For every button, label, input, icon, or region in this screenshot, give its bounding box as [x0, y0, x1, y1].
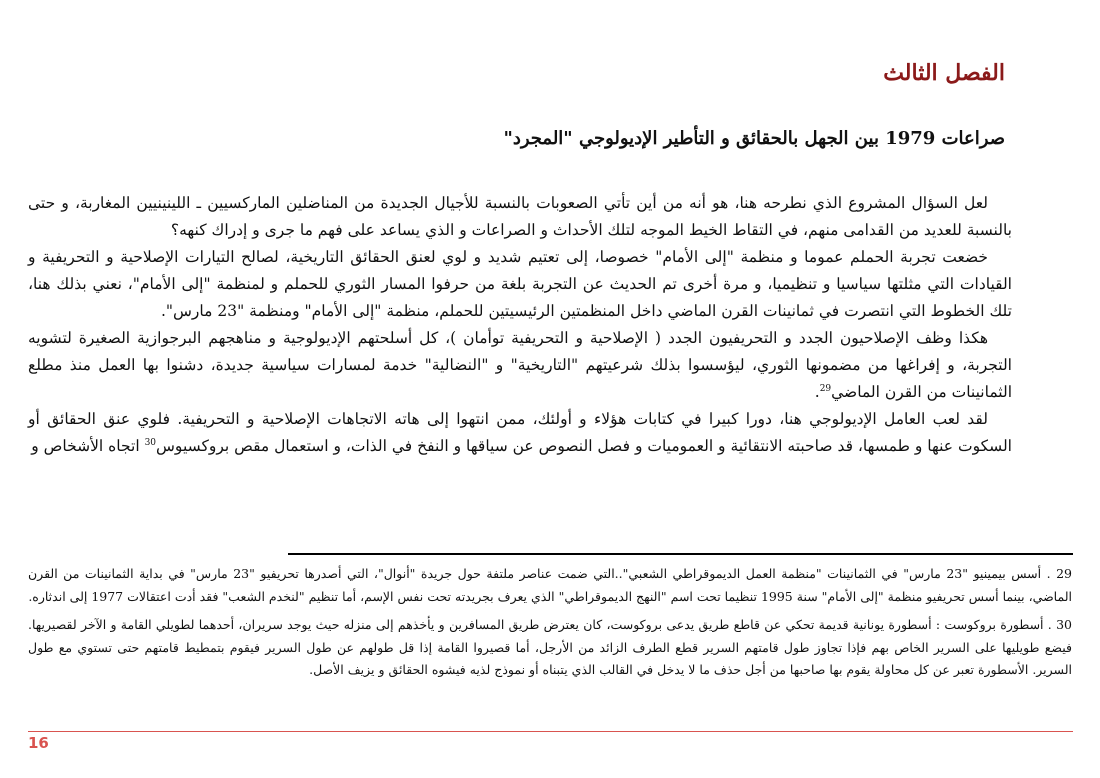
body-text	[28, 190, 1012, 460]
paragraph-4	[28, 406, 1012, 460]
paragraph-1	[28, 190, 1012, 244]
paragraph-tail: .	[814, 383, 820, 401]
footnote-separator	[288, 553, 1073, 555]
paragraph-3	[28, 325, 1012, 406]
paragraph-2	[28, 244, 1012, 325]
footnote	[28, 563, 1072, 608]
footnote-text: . أسطورة بروكوست : أسطورة يونانية قديمة تحكي عن قاطع طريق يدعى بروكوست، كان يعترض طريق المسافرين و يأخذهم إلى منزله حيث يوجد سريران، أحدهما لطويلي القامة و الآخر لقصيريها. فيضع طويليها على السرير الخاص بهم فإذا تجاوز طول قامتهم السرير قطع الطرف الزائد من الأرجل، أما قصيروا القامة إذا قل طولهم عن طول السرير فيقوم بتمطيط قامتهم حتى تستوي مع طول السرير. الأسطورة تعبر عن كل محاولة يقوم بها صاحبها من أجل حذف ما لا يدخل في القالب الذي يتبناه أو نموذج لذيه فيشوه الحقائق و يزيف الأصل.	[28, 617, 1072, 677]
page-bottom-rule	[28, 731, 1073, 732]
paragraph-text: هكذا وظف الإصلاحيون الجدد و التحريفيون الجدد ( الإصلاحية و التحريفية توأمان )، كل أسلحتهم الإديولوجية و مناهجهم البرجوازية الصغيرة لتشويه التجربة، و إفراغها من مضمونها الثوري، ليؤسسوا بذلك شرعيتهم "التاريخية" و "النضالية" خدمة لمسارات سياسية جديدة، دشنوا بها العمل منذ مطلع الثمانينات من القرن الماضي	[28, 329, 1012, 401]
footnote	[28, 614, 1072, 682]
footnote-ref[interactable]: 30	[144, 437, 157, 448]
footnote-text: . أسس بيمينيو "23 مارس" في الثمانينات "منظمة العمل الديموقراطي الشعبي"..التي ضمت عناصر ملتفة حول جريدة "أنوال"، التي أصدرها تحريفيو "23 مارس" في بداية الثمانينات من القرن الماضي، بينما أسس تحريفيو منظمة "إلى الأمام" سنة 1995 تنظيما تحت اسم "النهج الديموقراطي" الذي يعرف بجريدته تحت نفس الإسم، أما تنظيم "لنخدم الشعب" فقد أدت اعتقالات 1977 إلى اندثاره.	[28, 566, 1072, 604]
paragraph-tail: اتجاه الأشخاص و	[31, 437, 145, 455]
footnotes	[28, 563, 1072, 688]
page-number: 16	[28, 734, 49, 752]
chapter-title: الفصل الثالث	[883, 60, 1005, 86]
footnote-number: 29	[1056, 566, 1073, 581]
section-title: صراعات 1979 بين الجهل بالحقائق و التأطير الإديولوجي "المجرد"	[503, 128, 1005, 149]
footnote-number: 30	[1056, 617, 1072, 632]
footnote-ref[interactable]: 29	[819, 383, 832, 394]
paragraph-text: لقد لعب العامل الإديولوجي هنا، دورا كبيرا في كتابات هؤلاء و أولئك، ممن انتهوا إلى هاته الاتجاهات الإصلاحية و التحريفية. فلوي عنق الحقائق أو السكوت عنها و طمسها، قد صاحبته الانتقائية و العموميات و فصل النصوص عن سياقها و النفخ في الذات، و استعمال مقص بروكسيوس	[28, 410, 1012, 455]
paragraph-text: لعل السؤال المشروع الذي نطرحه هنا، هو أنه من أين تأتي الصعوبات بالنسبة للأجيال الجديدة من المناضلين الماركسيين ـ اللينينيين المغاربة، و حتى بالنسبة للعديد من القدامى منهم، في التقاط الخيط الموجه لتلك الأحداث و الصراعات و الذي يساعد على فهم ما جرى و إدراك كنهه؟	[28, 194, 1012, 239]
paragraph-text: خضعت تجربة الحملم عموما و منظمة "إلى الأمام" خصوصا، إلى تعتيم شديد و لوي لعنق الحقائق التاريخية، لصالح التيارات الإصلاحية و التحريفية و القيادات التي مثلتها سياسيا و تنظيميا، و مرة أخرى تم الحديث عن التجربة بلغة من حرفوا المسار الثوري للحملم و لمنظمة "إلى الأمام"، نعني بذلك هنا، تلك الخطوط التي انتصرت في ثمانينات القرن الماضي داخل المنظمتين الرئيسيتين للحملم، منظمة "إلى الأمام" ومنظمة "23 مارس".	[28, 248, 1012, 320]
